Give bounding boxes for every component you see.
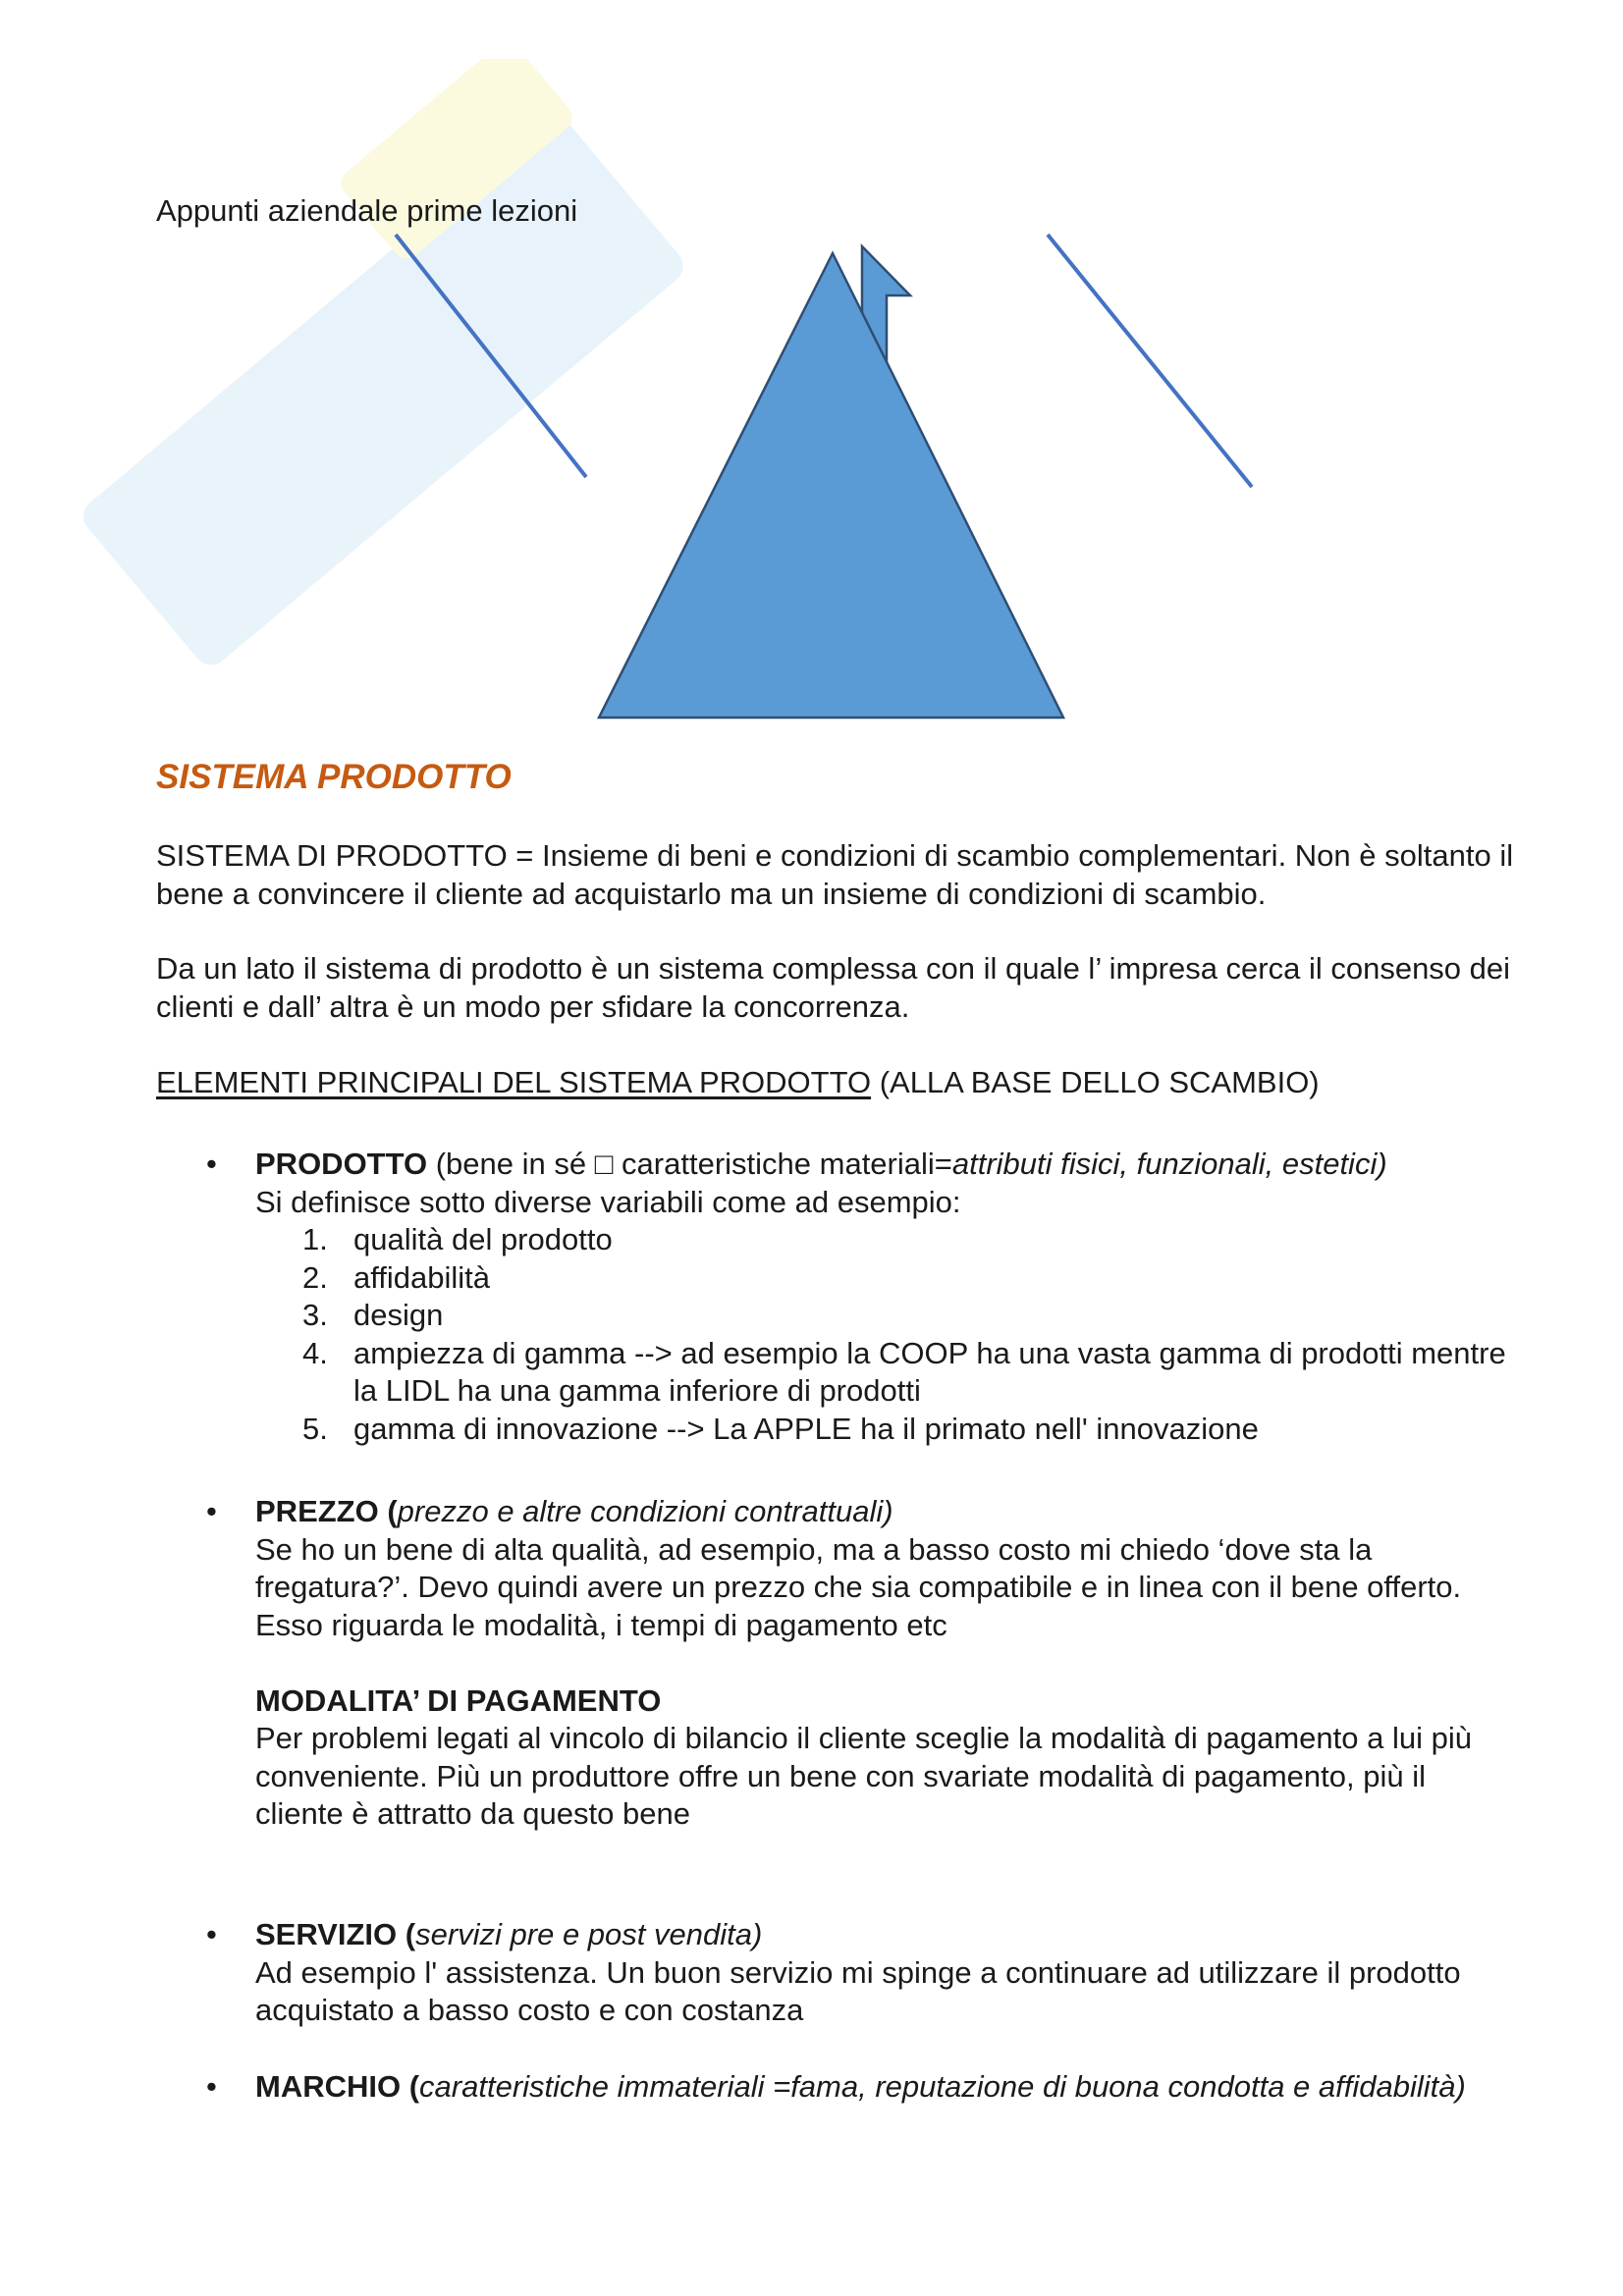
list-item-text: design — [353, 1298, 444, 1332]
numbered-list-item — [255, 1221, 1522, 1259]
left-diagonal-line — [396, 235, 586, 477]
list-number: 1. — [302, 1222, 328, 1256]
prezzo-label: PREZZO ( — [255, 1494, 398, 1528]
triangle-shape — [599, 253, 1063, 718]
list-number: 5. — [302, 1411, 328, 1446]
right-diagonal-line — [1048, 235, 1252, 487]
elements-heading-underlined: ELEMENTI PRINCIPALI DEL SISTEMA PRODOTTO — [156, 1065, 872, 1099]
numbered-list-item — [255, 1335, 1522, 1411]
list-item-text: gamma di innovazione --> La APPLE ha il primato nell' innovazione — [353, 1411, 1259, 1446]
list-number: 2. — [302, 1259, 328, 1295]
list-number: 3. — [302, 1298, 328, 1332]
list-item-text: qualità del prodotto — [353, 1222, 613, 1256]
servizio-line — [255, 1916, 1522, 1954]
prodotto-description: Si definisce sotto diverse variabili come ad esempio: — [255, 1184, 961, 1219]
list-item-text: affidabilità — [353, 1259, 491, 1295]
prezzo-line — [255, 1493, 1522, 1531]
servizio-paren-italic: servizi pre e post vendita) — [415, 1917, 763, 1951]
elements-heading — [156, 1064, 1320, 1102]
numbered-list-item — [255, 1259, 1522, 1298]
prodotto-variables-list — [255, 1221, 1522, 1448]
prodotto-paren-plain: (bene in sé □ caratteristiche materiali= — [427, 1147, 952, 1181]
document-title: Appunti aziendale prime lezioni — [156, 193, 578, 228]
elements-heading-rest: (ALLA BASE DELLO SCAMBIO) — [871, 1065, 1320, 1099]
section-heading: SISTEMA PRODOTTO — [156, 758, 512, 796]
bullet-icon: • — [206, 1147, 217, 1181]
bullet-icon: • — [206, 2069, 217, 2104]
list-number: 4. — [302, 1335, 328, 1370]
list-item-text: ampiezza di gamma --> ad esempio la COOP ha una vasta gamma di prodotti mentre la LIDL ha una gamma inferiore di prodotti — [353, 1335, 1506, 1408]
intro-paragraph-2: Da un lato il sistema di prodotto è un sistema complessa con il quale l’ impresa cerca il consenso dei clienti e dall’ altra è un modo per sfidare la concorrenza. — [156, 951, 1511, 1024]
bullet-icon: • — [206, 1494, 217, 1528]
bullet-icon: • — [206, 1917, 217, 1951]
prezzo-paren-italic: prezzo e altre condizioni contrattuali) — [397, 1494, 893, 1528]
prodotto-paren-italic: attributi fisici, funzionali, estetici) — [951, 1147, 1387, 1181]
marchio-line — [255, 2068, 1522, 2107]
prodotto-line — [255, 1146, 1522, 1184]
modalita-pagamento-heading: MODALITA’ DI PAGAMENTO — [255, 1682, 662, 1718]
numbered-list-item — [255, 1297, 1522, 1335]
modalita-pagamento-description: Per problemi legati al vincolo di bilancio il cliente sceglie la modalità di pagamento a lui più conveniente. Più un produttore offre un bene con svariate modalità di pagamento, più il cliente è attratto da questo bene — [255, 1721, 1472, 1831]
intro-paragraph-1: SISTEMA DI PRODOTTO = Insieme di beni e condizioni di scambio complementari. Non è soltanto il bene a convincere il cliente ad acquistarlo ma un insieme di condizioni di scambio. — [156, 838, 1514, 911]
marchio-paren-italic: caratteristiche immateriali =fama, reputazione di buona condotta e affidabilità) — [419, 2069, 1466, 2104]
marchio-label: MARCHIO ( — [255, 2069, 420, 2104]
servizio-label: SERVIZIO ( — [255, 1917, 416, 1951]
prezzo-description: Se ho un bene di alta qualità, ad esempio, ma a basso costo mi chiedo ‘dove sta la fregatura?’. Devo quindi avere un prezzo che sia compatibile e in linea con il bene offerto. Esso riguarda le modalità, i tempi di pagamento etc — [255, 1531, 1462, 1642]
numbered-list-item — [255, 1411, 1522, 1449]
pyramid-diagram — [0, 0, 1623, 746]
servizio-description: Ad esempio l' assistenza. Un buon servizio mi spinge a continuare ad utilizzare il prodotto acquistato a basso costo e con costanza — [255, 1954, 1461, 2027]
prodotto-label: PRODOTTO — [255, 1147, 428, 1181]
